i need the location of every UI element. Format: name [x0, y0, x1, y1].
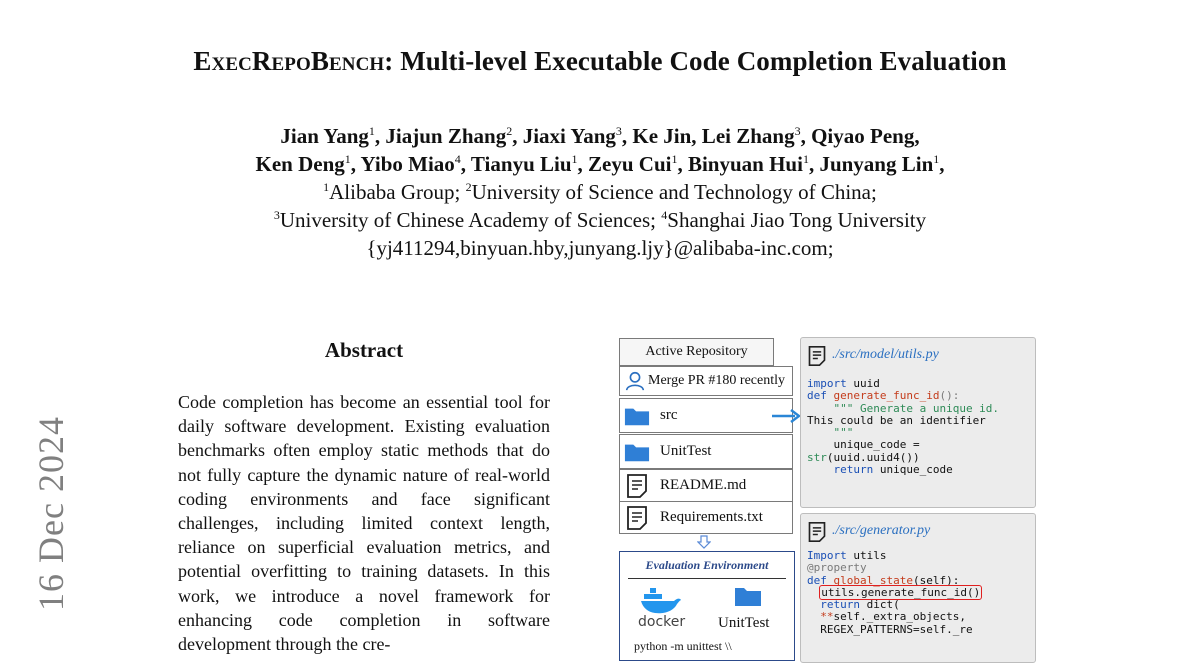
affiliation: Alibaba Group;: [329, 180, 466, 204]
code-decorator: @property: [807, 561, 867, 575]
author-separator: ,: [374, 124, 386, 148]
author: Jiaxi Yang: [522, 124, 616, 148]
folder-icon: [624, 403, 650, 429]
affiliation-mark: 2: [465, 180, 472, 194]
evaluation-environment: [619, 551, 795, 661]
affiliation-line-1: [0, 180, 1200, 205]
author-line-2: [0, 152, 1200, 177]
abstract-heading: Abstract: [324, 338, 404, 362]
author: Yibo Miao: [360, 152, 455, 176]
folder-icon: [732, 584, 764, 608]
code-text: self._extra_objects,: [833, 610, 966, 624]
author: Zeyu Cui: [588, 152, 672, 176]
affiliation: University of Science and Technology of China;: [471, 180, 877, 204]
code-block-generator: [807, 550, 981, 636]
code-keyword: return: [807, 598, 860, 612]
evaluation-environment-title: Evaluation Environment: [645, 558, 769, 572]
active-repository-label: Active Repository: [645, 344, 748, 359]
author-affiliation-mark: 1: [802, 152, 809, 166]
author-line-1: [0, 124, 1200, 149]
arxiv-date-stamp: 16 Dec 2024: [31, 416, 71, 611]
author-affiliation-mark: 1: [671, 152, 678, 166]
document-icon: [807, 345, 827, 367]
affiliation-line-2: [0, 208, 1200, 233]
code-builtin: str: [807, 450, 827, 464]
author: Ke Jin, Lei Zhang: [632, 124, 795, 148]
author-separator: ,: [512, 124, 523, 148]
title-benchmark-name: ExecRepoBench: [193, 46, 385, 76]
author: Tianyu Liu: [470, 152, 572, 176]
merge-pr-label: Merge PR #180 recently: [648, 373, 785, 388]
code-block-utils: [807, 378, 999, 476]
code-panel-utils: [800, 337, 1036, 508]
divider: [628, 578, 786, 579]
code-text: unique_code: [873, 463, 953, 477]
affiliation: Shanghai Jiao Tong University: [667, 208, 927, 232]
author-separator: ,: [677, 152, 688, 176]
repo-item-readme[interactable]: [619, 469, 793, 502]
author-affiliation-mark: 1: [933, 152, 940, 166]
repo-item-src[interactable]: [619, 398, 793, 433]
code-panel-generator: [800, 513, 1036, 663]
repo-item-label: README.md: [660, 477, 747, 493]
repo-item-unittest[interactable]: [619, 434, 793, 469]
code-keyword: import: [807, 377, 847, 390]
author-separator: ,: [460, 152, 471, 176]
code-text: unique_code =: [807, 438, 920, 452]
author-separator: ,: [621, 124, 633, 148]
repo-item-label: Requirements.txt: [660, 509, 763, 525]
author: Jian Yang: [280, 124, 369, 148]
code-docstring: This could be an identifier: [807, 413, 986, 427]
code-function-name: global_state: [833, 573, 913, 587]
author-affiliation-mark: 1: [571, 152, 578, 166]
folder-icon: [624, 439, 650, 465]
author-separator: ,: [939, 152, 945, 176]
code-docstring: """: [807, 426, 854, 440]
docker-label: docker: [638, 614, 686, 630]
paper-title: [0, 46, 1200, 77]
document-icon: [807, 521, 827, 543]
repo-item-label: UnitTest: [660, 443, 712, 459]
author-affiliation-mark: 2: [506, 124, 513, 138]
author-separator: ,: [808, 152, 820, 176]
code-operator: **: [807, 610, 834, 624]
affiliation-mark: 4: [661, 208, 668, 222]
unittest-label: UnitTest: [718, 615, 770, 631]
author-separator: ,: [350, 152, 361, 176]
down-arrow-icon: [697, 535, 711, 549]
code-text: (self):: [912, 573, 960, 587]
author-affiliation-mark: 1: [368, 124, 375, 138]
author-separator: ,: [577, 152, 589, 176]
docker-whale-icon: [640, 586, 682, 614]
code-text: dict(: [859, 598, 900, 612]
title-rest: : Multi-level Executable Code Completion Evaluation: [384, 46, 1007, 76]
affiliation-mark: 3: [273, 208, 280, 222]
user-icon: [624, 370, 646, 392]
author-affiliation-mark: 3: [615, 124, 622, 138]
code-text: ():: [939, 389, 960, 403]
author: Jiajun Zhang: [385, 124, 507, 148]
right-arrow-icon: [771, 408, 801, 424]
code-text: utils: [846, 549, 887, 562]
merge-pr-row: [619, 366, 793, 396]
code-function-name: generate_func_id: [833, 389, 940, 403]
code-text: REGEX_PATTERNS=self._re: [807, 622, 973, 636]
author-affiliation-mark: 3: [794, 124, 801, 138]
author: Binyuan Hui: [687, 152, 803, 176]
code-text: uuid: [846, 377, 880, 390]
code-keyword: def: [807, 389, 827, 403]
repo-item-label: src: [660, 407, 678, 423]
abstract-text: Code completion has become an essential tool for daily software development. Existing evaluation benchmarks often employ static methods that do not fully capture the dynamic nature of real-world coding environments and face significant challenges, including limited context length, reliance on superficial evaluation metrics, and potential overfitting to training datasets. In this work, we introduce a novel framework for enhancing code completion in software development through the cre-: [178, 392, 550, 655]
repo-item-requirements[interactable]: [619, 501, 793, 534]
code-keyword: Import: [807, 549, 847, 562]
file-path: ./src/model/utils.py: [832, 347, 939, 362]
affiliation: University of Chinese Academy of Sciences;: [279, 208, 662, 232]
author-affiliation-mark: 1: [344, 152, 351, 166]
author: Ken Deng: [255, 152, 345, 176]
completion-target-highlight: utils.generate_func_id(): [821, 585, 981, 599]
code-keyword: return: [807, 463, 874, 477]
document-icon: [624, 505, 650, 531]
code-docstring: """ Generate a unique id.: [807, 401, 1000, 415]
author-separator: ,: [800, 124, 812, 148]
code-text: (uuid.uuid4()): [826, 450, 920, 464]
author: Junyang Lin: [819, 152, 934, 176]
document-icon: [624, 473, 650, 499]
unittest-command: python -m unittest \\: [634, 639, 732, 653]
code-keyword: def: [807, 573, 827, 587]
file-path: ./src/generator.py: [832, 523, 931, 538]
author-emails: {yj411294,binyuan.hby,junyang.ljy}@alibaba-inc.com;: [366, 236, 834, 260]
affiliation-mark: 1: [323, 180, 330, 194]
author-affiliation-mark: 4: [454, 152, 461, 166]
author: Qiyao Peng,: [811, 124, 920, 148]
active-repository-header: [619, 338, 774, 366]
